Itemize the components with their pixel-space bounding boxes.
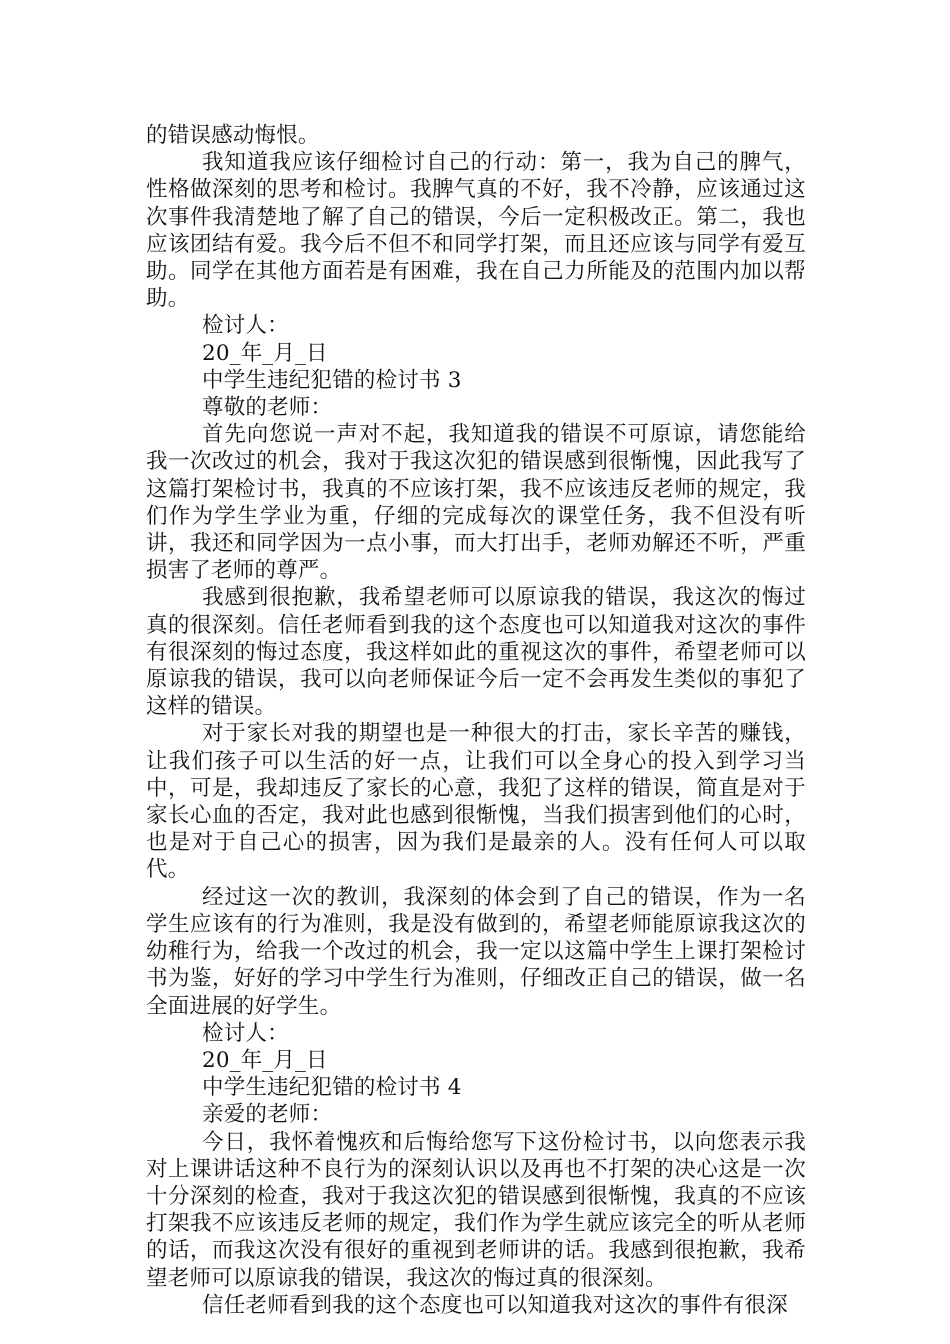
paragraph-regret-3: 我感到很抱歉，我希望老师可以原谅我的错误，我这次的悔过真的很深刻。信任老师看到我的这个态度也可以知道我对这次的事件有很深刻的悔过态度，我这样如此的重视这次的事件，希望老师可以原谅我的错误，我可以向老师保证今后一定不会再发生类似的事犯了这样的错误。 — [146, 585, 806, 720]
salutation-4: 亲爱的老师： — [202, 1102, 333, 1128]
paragraph-lesson-3: 经过这一次的教训，我深刻的体会到了自己的错误，作为一名学生应该有的行为准则，我是没有做到的，希望老师能原谅我这次的幼稚行为，给我一个改过的机会，我一定以这篇中学生上课打架检讨书为鉴，好好的学习中学生行为准则，仔细改正自己的错误，做一名全面进展的好学生。 — [146, 884, 806, 1019]
date-line: 20_年_月_日 — [202, 340, 328, 366]
signature-label: 检讨人： — [202, 313, 289, 339]
paragraph-apology-4: 今日，我怀着愧疚和后悔给您写下这份检讨书，以向您表示我对上课讲话这种不良行为的深刻认识以及再也不打架的决心这是一次十分深刻的检查，我对于我这次犯的错误感到很惭愧，我真的不应该打架我不应该违反老师的规定，我们作为学生就应该完全的听从老师的话，而我这次没有很好的重视到老师讲的话。我感到很抱歉，我希望老师可以原谅我的错误，我这次的悔过真的很深刻。 — [146, 1129, 806, 1291]
paragraph-self-reflection: 我知道我应该仔细检讨自己的行动：第一，我为自己的脾气，性格做深刻的思考和检讨。我脾气真的不好，我不冷静，应该通过这次事件我清楚地了解了自己的错误，今后一定积极改正。第二，我也应该团结有爱。我今后不但不和同学打架，而且还应该与同学有爱互助。同学在其他方面若是有困难，我在自己力所能及的范围内加以帮助。 — [146, 150, 806, 312]
section-title-4: 中学生违纪犯错的检讨书 4 — [202, 1075, 462, 1101]
document-page — [146, 122, 806, 1319]
paragraph-apology-3: 首先向您说一声对不起，我知道我的错误不可原谅，请您能给我一次改过的机会，我对于我这次犯的错误感到很惭愧，因此我写了这篇打架检讨书，我真的不应该打架，我不应该违反老师的规定，我们作为学生学业为重，仔细的完成每次的课堂任务，我不但没有听讲，我还和同学因为一点小事，而大打出手，老师劝解还不听，严重损害了老师的尊严。 — [146, 422, 806, 584]
paragraph-family-3: 对于家长对我的期望也是一种很大的打击，家长辛苦的赚钱，让我们孩子可以生活的好一点，让我们可以全身心的投入到学习当中，可是，我却违反了家长的心意，我犯了这样的错误，简直是对于家长心血的否定，我对此也感到很惭愧，当我们损害到他们的心时，也是对于自己心的损害，因为我们是最亲的人。没有任何人可以取代。 — [146, 721, 806, 883]
signature-label-3: 检讨人： — [202, 1020, 289, 1046]
date-line-3: 20_年_月_日 — [202, 1047, 328, 1073]
section-title-3: 中学生违纪犯错的检讨书 3 — [202, 367, 462, 393]
salutation-3: 尊敬的老师： — [202, 395, 333, 421]
paragraph-trust-4: 信任老师看到我的这个态度也可以知道我对这次的事件有很深 — [202, 1292, 788, 1318]
continuation-text: 的错误感动悔恨。 — [146, 123, 320, 148]
